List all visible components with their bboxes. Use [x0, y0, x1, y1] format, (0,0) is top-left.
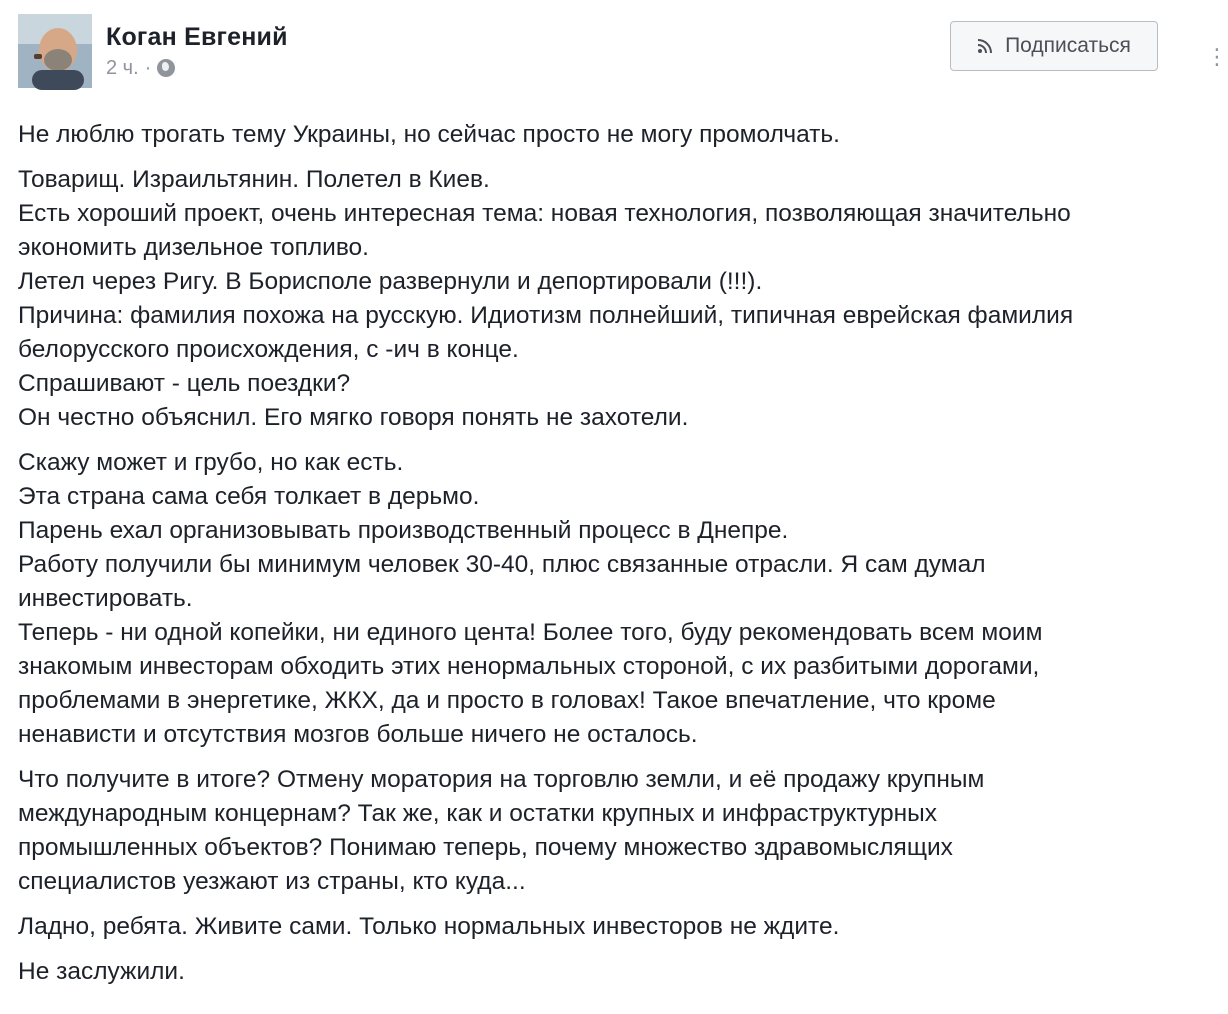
paragraph	[18, 446, 1193, 752]
paragraph	[18, 118, 1193, 152]
text-line: инвестировать.	[18, 585, 193, 612]
text-line: специалистов уезжают из страны, кто куда...	[18, 868, 526, 895]
text-line: Товарищ. Израильтянин. Полетел в Киев.	[18, 166, 490, 193]
post-time[interactable]: 2 ч.	[106, 57, 139, 79]
paragraph	[18, 910, 1193, 944]
text-line: Летел через Ригу. В Борисполе развернули и депортировали (!!!).	[18, 268, 763, 295]
author-name[interactable]: Коган Евгений	[106, 23, 288, 51]
rss-icon	[977, 38, 993, 54]
text-line: международным концернам? Так же, как и остатки крупных и инфраструктурных	[18, 800, 938, 827]
text-line: Ладно, ребята. Живите сами. Только нормальных инвесторов не ждите.	[18, 913, 840, 940]
author-block	[106, 22, 288, 80]
meta-separator: ·	[144, 57, 152, 79]
text-line: знакомым инвесторам обходить этих ненормальных стороной, с их разбитыми дорогами,	[18, 653, 1040, 680]
text-line: промышленных объектов? Понимаю теперь, почему множество здравомыслящих	[18, 834, 953, 861]
text-line: Парень ехал организовывать производственный процесс в Днепре.	[18, 517, 789, 544]
globe-icon	[157, 59, 175, 77]
avatar-photo	[18, 14, 92, 88]
avatar[interactable]	[18, 14, 92, 88]
text-line: Работу получили бы минимум человек 30-40, плюс связанные отрасли. Я сам думал	[18, 551, 986, 578]
more-options-icon[interactable]: ⋮	[1206, 44, 1228, 69]
paragraph	[18, 163, 1193, 435]
text-line: Причина: фамилия похожа на русскую. Идиотизм полнейший, типичная еврейская фамилия	[18, 302, 1074, 329]
text-line: Спрашивают - цель поездки?	[18, 370, 351, 397]
text-line: проблемами в энергетике, ЖКХ, да и просто в головах! Такое впечатление, что кроме	[18, 687, 996, 714]
text-line: Теперь - ни одной копейки, ни единого цента! Более того, буду рекомендовать всем моим	[18, 619, 1043, 646]
text-line: белорусского происхождения, с -ич в конце.	[18, 336, 519, 363]
post-meta	[106, 56, 288, 80]
text-line: ненависти и отсутствия мозгов больше ничего не осталось.	[18, 721, 698, 748]
subscribe-button[interactable]	[950, 21, 1158, 71]
text-line: Скажу может и грубо, но как есть.	[18, 449, 404, 476]
subscribe-label: Подписаться	[1005, 34, 1131, 57]
text-line: Он честно объяснил. Его мягко говоря понять не захотели.	[18, 404, 689, 431]
post-header	[18, 14, 1228, 94]
text-line: Не заслужили.	[18, 958, 185, 985]
text-line: Есть хороший проект, очень интересная тема: новая технология, позволяющая значительно	[18, 200, 1071, 227]
text-line: Не люблю трогать тему Украины, но сейчас просто не могу промолчать.	[18, 121, 840, 148]
paragraph	[18, 955, 1193, 989]
text-line: Что получите в итоге? Отмену моратория на торговлю земли, и её продажу крупным	[18, 766, 985, 793]
post-text	[18, 118, 1193, 1000]
text-line: Эта страна сама себя толкает в дерьмо.	[18, 483, 480, 510]
paragraph	[18, 763, 1193, 899]
text-line: экономить дизельное топливо.	[18, 234, 369, 261]
